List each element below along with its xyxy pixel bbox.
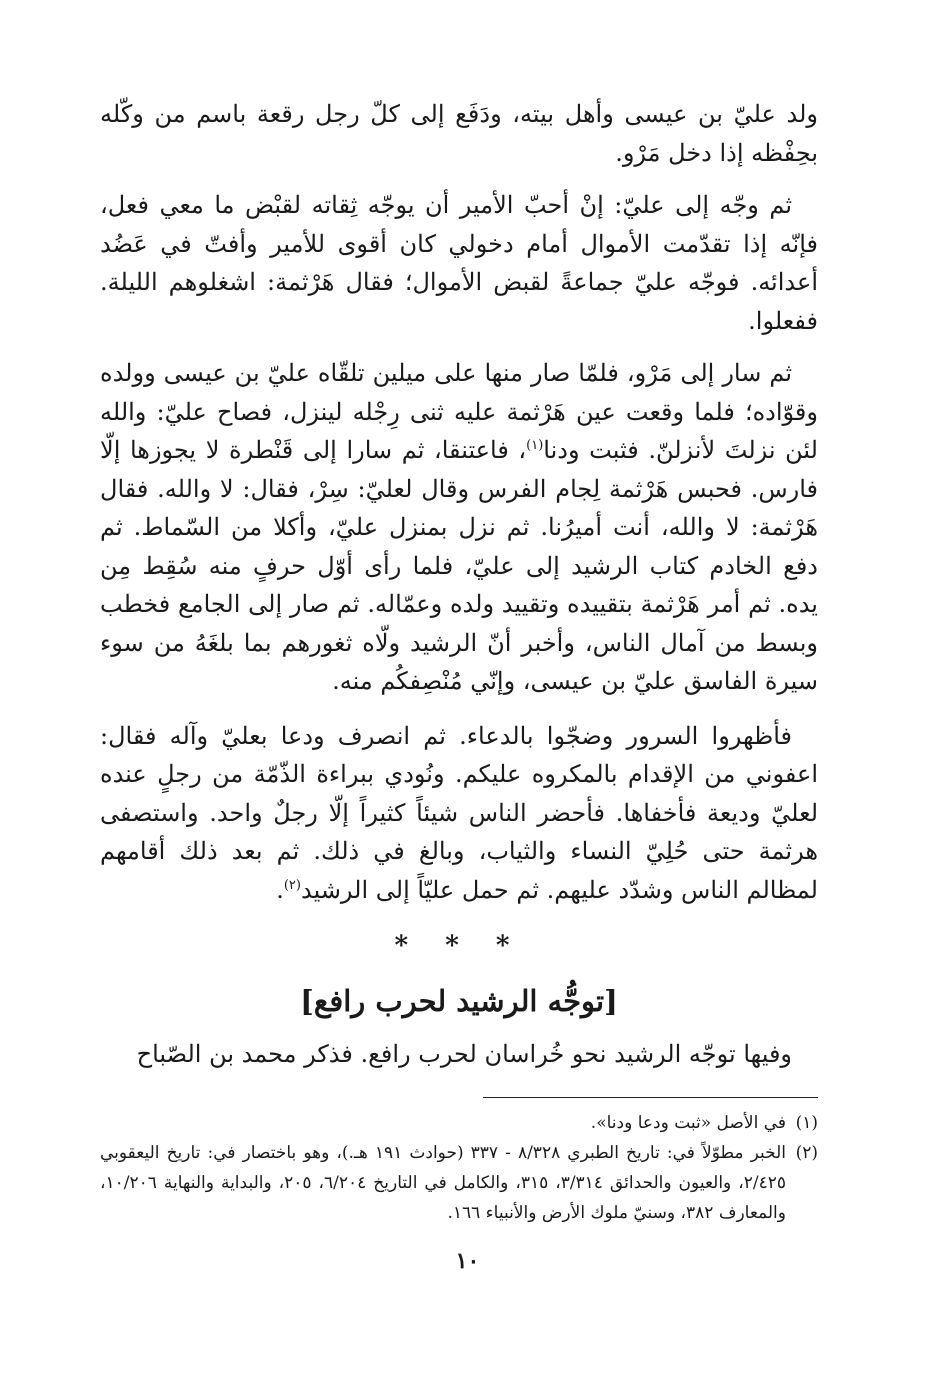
page-body [100, 95, 818, 1228]
footnotes [100, 1108, 818, 1228]
footnote-ref-2: (٢) [283, 877, 301, 893]
footnote-text: في الأصل «ثبت ودعا ودنا». [590, 1113, 786, 1133]
paragraph-4 [100, 717, 818, 910]
section-heading: [توجُّه الرشيد لحرب رافع] [300, 984, 618, 1018]
footnote-divider [483, 1097, 818, 1098]
footnote-1 [100, 1108, 818, 1138]
paragraph-2: ثم وجّه إلى عليّ: إنْ أحبّ الأمير أن يوجّه ثِقاته لقبْض ما معي فعل، فإنّه إذا تقدّمت الأموال أمام دخولي كان أقوى للأمير وأفتّ في عَضُد أعدائه. فوجّه عليّ جماعةً لقبض الأموال؛ فقال هَرْثمة: اشغلوهم الليلة. ففعلوا. [100, 191, 818, 335]
paragraph-4-end: . [276, 875, 284, 904]
footnote-text: الخبر مطوّلاً في: تاريخ الطبري ٨/٣٢٨ - ٣٣٧ (حوادث ١٩١ هـ.)، وهو باختصار في: تاريخ اليعقوبي ٢/٤٢٥، والعيون والحدائق ٣/٣١٤، ٣١٥، والكامل في التاريخ ٦/٢٠٤، ٢٠٥، والبداية والنهاية ١٠/٢٠٦، والمعارف ٣٨٢، وسنيّ ملوك الأرض والأنبياء ١٦٦. [100, 1143, 786, 1223]
footnote-number: (١) [795, 1113, 818, 1133]
paragraph-3-part-1: ثم سار إلى مَرْو، فلمّا صار منها على ميلين تلقّاه عليّ بن عيسى وولده وقوّاده؛ فلما وقعت عين هَرْثمة عليه ثنى رِجْله لينزل، فصاح عليّ: والله لئن نزلتَ لأنزلنّ. فثبت ودنا [100, 359, 818, 464]
paragraph-3-part-2: ، فاعتنقا، ثم سارا إلى قَنْطرة لا يجوزها إلّا فارس. فحبس هَرْثمة لِجام الفرس وقال لعليّ: سِرْ، فقال: لا والله. فقال هَرْثمة: لا والله، أنت أميرُنا. ثم نزل بمنزل عليّ، وأكلا من السّماط. ثم دفع الخادم كتاب الرشيد إلى عليّ، فلما رأى أوّل حرفٍ منه سُقِط مِن يده. ثم أمر هَرْثمة بتقييده وتقييد ولده وعمّاله. ثم صار إلى الجامع فخطب وبسط من آمال الناس، وأخبر أنّ الرشيد ولّاه ثغورهم بما بلغَهُ من سوء سيرة الفاسق عليّ بن عيسى، وإنّي مُنْصِفكُم منه. [100, 436, 818, 695]
footnote-2 [100, 1138, 818, 1228]
section-separator: * * * [394, 931, 524, 961]
paragraph-1: ولد عليّ بن عيسى وأهل بيته، ودَفَع إلى كلّ رجل رقعة باسم من وكّله بحِفْظه إذا دخل مَرْو. [100, 100, 819, 167]
footnote-ref-1: (١) [526, 438, 544, 453]
section-intro: وفيها توجّه الرشيد نحو خُراسان لحرب رافع. فذكر محمد بن الصّباح [136, 1040, 792, 1068]
paragraph-4-text: فأظهروا السرور وضجّوا بالدعاء. ثم انصرف ودعا بعليّ وآله فقال: اعفوني من الإقدام بالمكروه عليكم. ونُودي ببراءة الذّمّة من رجلٍ عنده لعليّ وديعة فأخفاها. فأحضر الناس شيئاً كثيراً إلّا رجلٌ واحد. واستصفى هرثمة حتى حُلِيّ النساء والثياب، وبالغ في ذلك. ثم بعد ذلك أقامهم لمظالم الناس وشدّد عليهم. ثم حمل عليّاً إلى الرشيد [100, 721, 819, 904]
paragraph-3 [100, 354, 818, 701]
page-number: ١٠ [455, 1248, 480, 1274]
footnote-number: (٢) [795, 1143, 818, 1163]
